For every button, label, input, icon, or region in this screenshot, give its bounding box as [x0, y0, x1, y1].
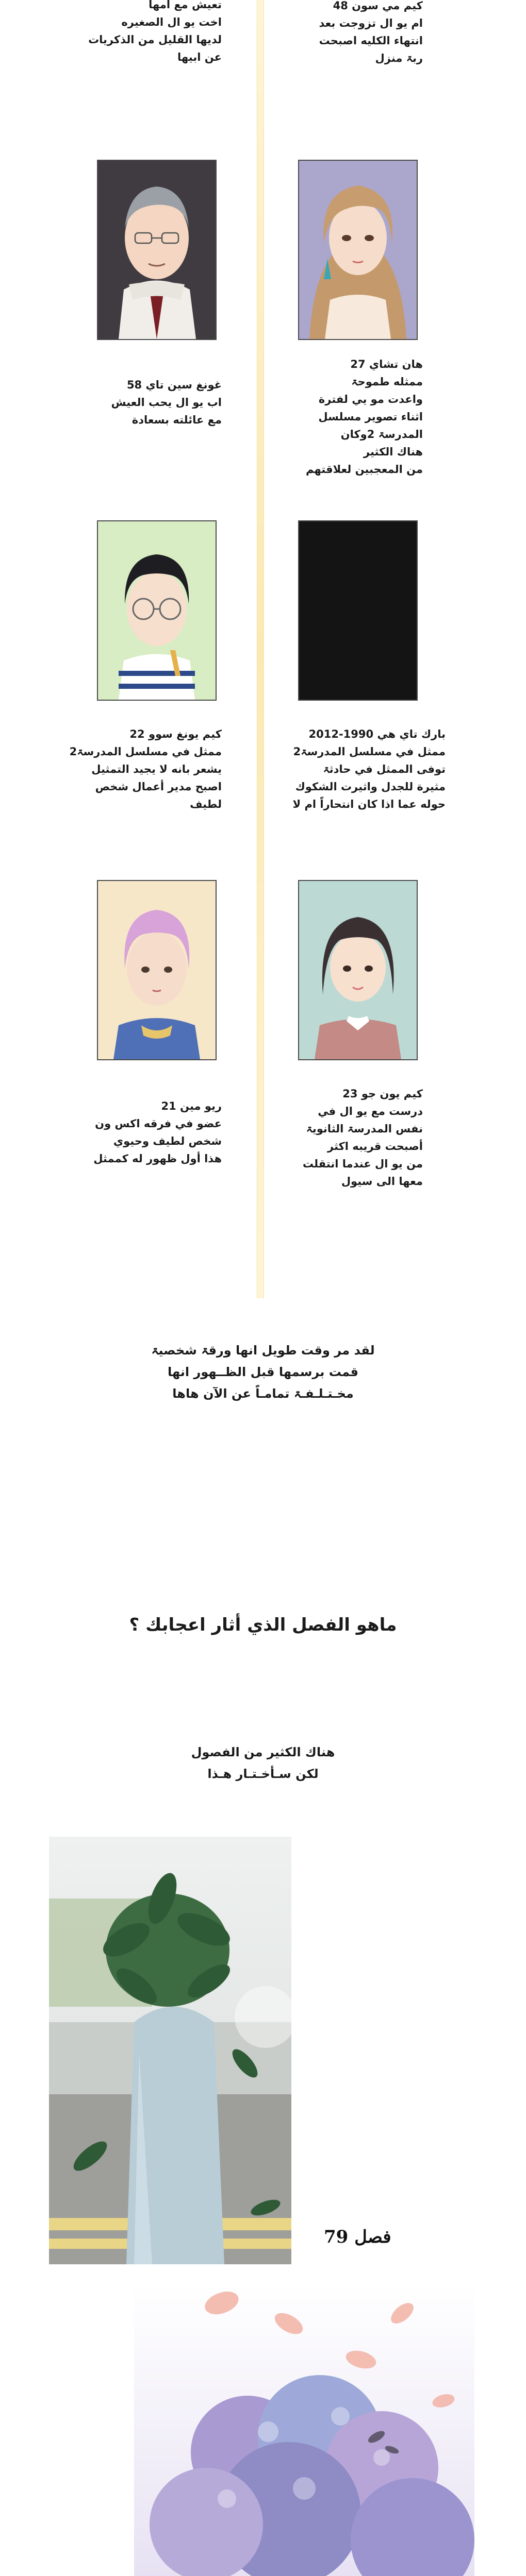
- portrait-han-sha-i: [298, 160, 418, 340]
- profile-caption-line: معها الى سيول: [341, 1175, 423, 1188]
- profile-caption-kim-yong-soo: [67, 725, 222, 813]
- author-note: [0, 1340, 526, 1404]
- profile-caption-line: من المعجبين لعلاقتهم: [305, 463, 423, 476]
- profile-caption-line: انتهاء الكليه اصبحت: [319, 35, 423, 47]
- profile-caption-line: كيم يون جو 23: [342, 1088, 423, 1100]
- profile-caption-mother: [67, 0, 222, 66]
- profile-caption-line: درست مع يو ال في: [318, 1105, 423, 1117]
- profile-caption-line: توفى الممثل في حادثۃ: [323, 763, 446, 775]
- author-note-line: مخـتـلـفـۃ تمامـاً عن الآن هاها: [172, 1386, 354, 1401]
- profile-caption-line: ربۃ منزل: [375, 52, 423, 64]
- profile-caption-line: واعدت مو يي لفترة: [318, 393, 423, 405]
- profile-caption-kim-yoon-joo: [268, 1085, 423, 1190]
- profile-caption-line: تعيش مع امها: [149, 0, 222, 11]
- profile-caption-line: يشعر بانه لا يجيد التمثيل: [91, 763, 222, 775]
- flower-illustration: [134, 2282, 474, 2576]
- answer-text: [0, 1741, 526, 1785]
- chapter-scene-illustration: [49, 1837, 291, 2264]
- profile-caption-kim-mi-soon: [268, 0, 423, 67]
- portrait-gong-sin-tae: [97, 160, 217, 340]
- profile-caption-park-tae-hee: [266, 725, 446, 813]
- profile-caption-line: أصبحت قريبه اكثر: [327, 1140, 423, 1153]
- profile-caption-line: شخص لطيف وحيوي: [113, 1135, 222, 1147]
- profile-caption-line: هناك الكثير: [363, 446, 423, 458]
- profile-caption-line: هان تشاي 27: [350, 358, 423, 370]
- profile-caption-line: مثيرة للجدل واثيرت الشكوك: [295, 781, 446, 793]
- chapter-label: فصل 79: [324, 2227, 391, 2247]
- portrait-park-tae-hee: [298, 520, 418, 701]
- portrait-kim-yong-soo: [97, 520, 217, 701]
- profile-caption-line: كيم مي سون 48: [333, 0, 423, 12]
- profile-caption-line: اثناء تصوير مسلسل: [318, 411, 423, 423]
- profile-caption-line: حوله عما اذا كان انتحاراً ام لا: [292, 798, 446, 810]
- profile-caption-line: لديها القليل من الذكريات: [88, 33, 222, 46]
- answer-line: لكن سـأخـتـار هـذا: [207, 1767, 319, 1781]
- profile-caption-line: اصبح مدير أعمال شخص: [95, 781, 222, 793]
- profile-caption-han-sha-i: [268, 355, 423, 478]
- portrait-ryu-min: [97, 880, 217, 1060]
- profile-caption-line: عضو في فرقه اكس ون: [95, 1117, 222, 1130]
- profile-caption-line: من يو ال عندما انتقلت: [302, 1158, 423, 1170]
- profile-caption-line: لطيف: [190, 798, 222, 810]
- question-heading: ماهو الفصل الذي أثار اعجابك ؟: [129, 1615, 397, 1635]
- center-divider: [257, 0, 264, 1298]
- profile-caption-line: المدرسۃ 2وكان: [340, 428, 423, 440]
- profile-caption-line: ممثل في مسلسل المدرسۃ2: [293, 745, 446, 758]
- profile-caption-line: نفس المدرسۃ الثانويۃ: [306, 1123, 423, 1135]
- profile-caption-line: بارك تاي هي 1990-2012: [308, 728, 446, 740]
- profile-caption-line: اب يو ال يحب العيش: [111, 396, 222, 409]
- profile-caption-line: غونغ سين تاي 58: [126, 379, 222, 391]
- profile-caption-line: كيم يونغ سوو 22: [129, 728, 222, 740]
- profile-caption-line: ريو مين 21: [161, 1100, 222, 1112]
- portrait-kim-yoon-joo: [298, 880, 418, 1060]
- author-note-line: لقد مر وقت طويل انها ورقۃ شخصيۃ: [151, 1343, 375, 1358]
- profile-caption-line: ام يو ال تزوجت بعد: [319, 17, 423, 29]
- profile-caption-line: مع عائلته بسعادة: [132, 414, 222, 426]
- profile-caption-line: ممثل في مسلسل المدرسۃ2: [69, 745, 222, 758]
- profile-caption-line: اخت يو ال الصغيره: [121, 16, 222, 28]
- author-note-line: قمت برسمها قبل الظــهور انها: [168, 1365, 358, 1379]
- profile-caption-ryu-min: [67, 1097, 222, 1167]
- answer-line: هناك الكثير من الفصول: [191, 1745, 335, 1759]
- profile-caption-line: ممثله طموحۃ: [351, 376, 423, 388]
- profile-caption-line: عن ابيها: [177, 51, 222, 63]
- profile-caption-gong-sin-tae: [67, 376, 222, 429]
- profile-caption-line: هذا أول ظهور له كممثل: [93, 1153, 222, 1165]
